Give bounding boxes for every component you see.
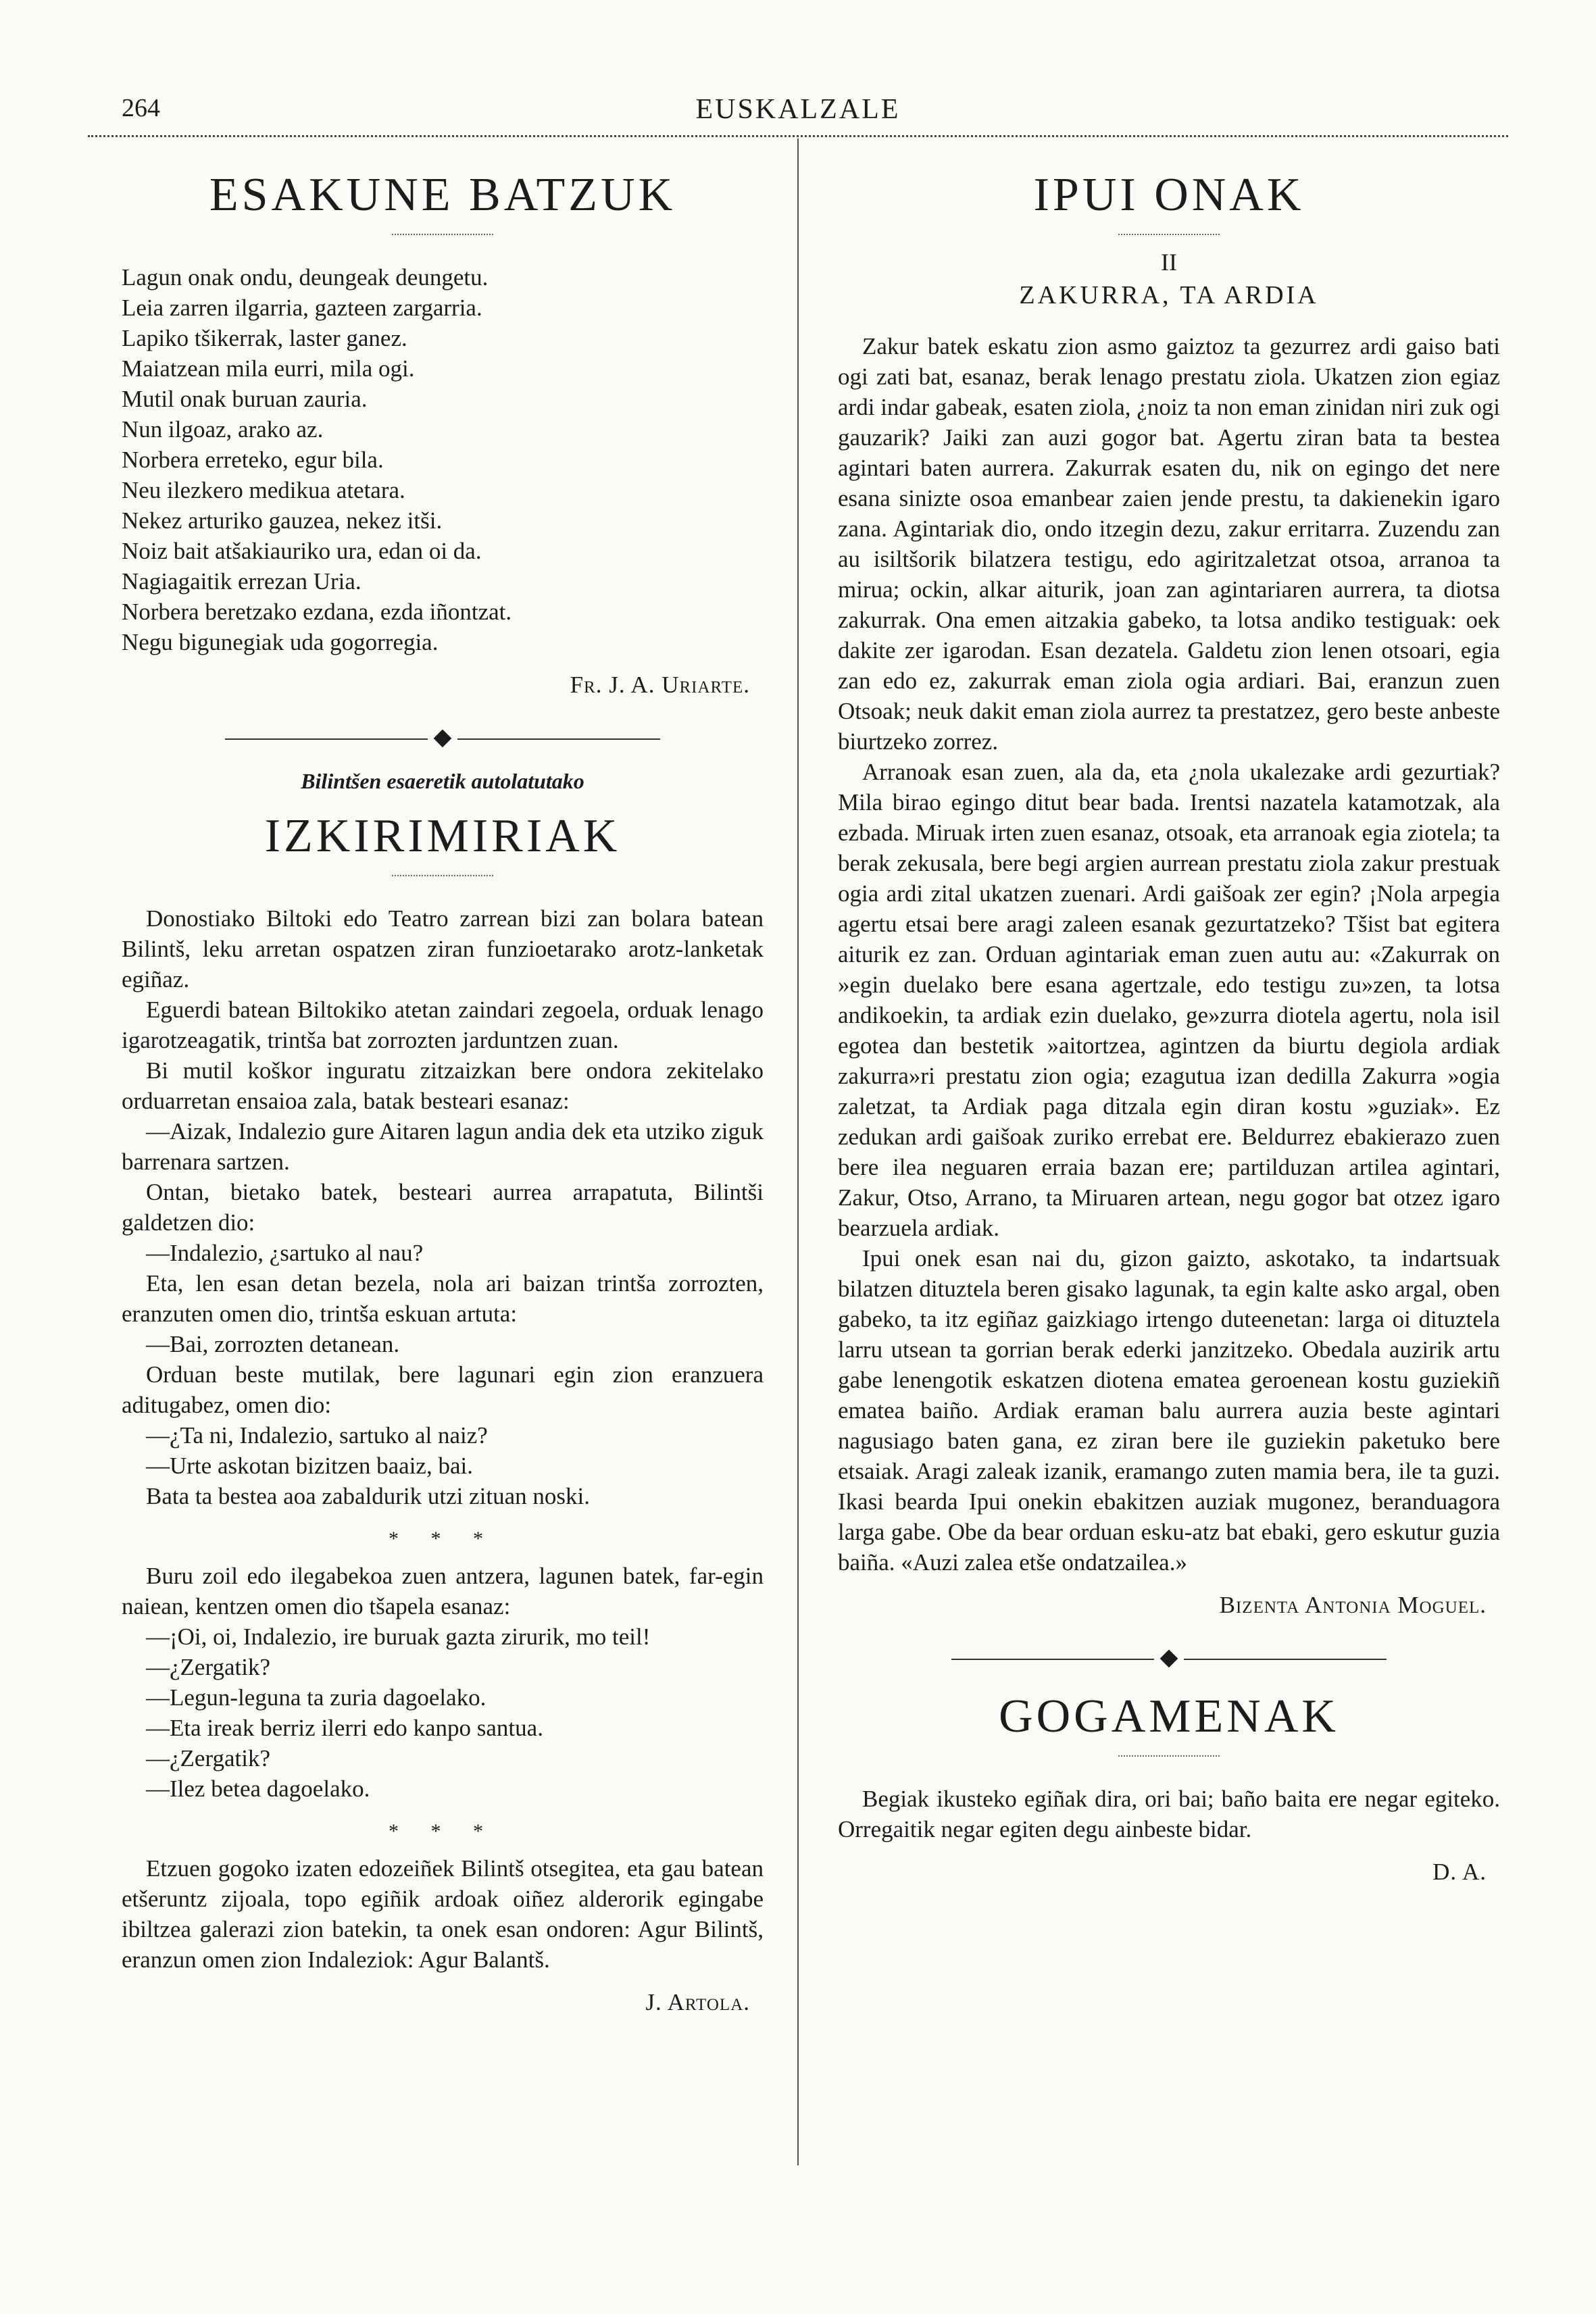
right-column	[838, 155, 1500, 1887]
dialogue-line: —Aizak, Indalezio gure Aitaren lagun andia dek eta utziko ziguk barrenara sartzen.	[122, 1118, 764, 1175]
signature-moguel: Bizenta Antonia Moguel.	[1219, 1592, 1487, 1618]
proverb: Norbera beretzako ezdana, ezda iñontzat.	[122, 599, 512, 625]
header-rule	[88, 135, 1508, 137]
dialogue-line: —¿Zergatik?	[146, 1654, 270, 1680]
proverb: Lapiko tšikerrak, laster ganez.	[122, 325, 407, 351]
paragraph: Etzuen gogoko izaten edozeiñek Bilintš otsegitea, eta gau batean etšeruntz zijoala, topo egiñik ardoak oiñez alderorik egingabe ibiltzea galerazi zion batekin, ta onek esan ondoren: Agur Bilintš, eranzun omen zion Indaleziok: Agur Balantš.	[122, 1855, 764, 1973]
section-title-gogamenak: GOGAMENAK	[999, 1690, 1339, 1742]
title-rule	[392, 234, 493, 235]
title-rule	[392, 875, 493, 876]
section-title-ipui-onak: IPUI ONAK	[1033, 169, 1305, 221]
paragraph: Orduan beste mutilak, bere lagunari egin zion eranzuera aditugabez, omen dio:	[122, 1361, 764, 1418]
story-title: ZAKURRA, TA ARDIA	[1019, 281, 1319, 309]
section-subtitle: Bilintšen esaeretik autolatutako	[301, 769, 584, 793]
paragraph: Bata ta bestea aoa zabaldurik utzi zituan noski.	[146, 1483, 590, 1509]
dialogue-line: —Ilez betea dagoelako.	[146, 1776, 370, 1802]
title-rule	[1118, 234, 1220, 235]
story-number: II	[1161, 249, 1177, 276]
journal-title: EUSKALZALE	[695, 94, 901, 125]
proverb: Nagiagaitik errezan Uria.	[122, 568, 361, 595]
dialogue-line: —Legun-leguna ta zuria dagoelako.	[146, 1684, 487, 1711]
paragraph: Donostiako Biltoki edo Teatro zarrean bizi zan bolara batean Bilintš, leku arretan ospatzen ziran funzioetarako arotz-lanketak egiñaz.	[122, 905, 764, 992]
page-number: 264	[122, 94, 160, 122]
paragraph: Eguerdi batean Biltokiko atetan zaindari zegoela, orduak lenago igarotzeagatik, trintša bat zorrozten jarduntzen zuan.	[122, 997, 764, 1053]
dialogue-line: —¡Oi, oi, Indalezio, ire buruak gazta zirurik, mo teil!	[146, 1624, 651, 1650]
dialogue-line: —¿Zergatik?	[146, 1745, 270, 1771]
ornament-divider: ◆	[122, 727, 764, 747]
dialogue-line: —¿Ta ni, Indalezio, sartuko al naiz?	[146, 1422, 488, 1449]
paragraph: Ontan, bietako batek, besteari aurrea arrapatuta, Bilintši galdetzen dio:	[122, 1179, 764, 1236]
proverb: Leia zarren ilgarria, gazteen zargarria.	[122, 295, 482, 321]
section-stars: * * *	[389, 1528, 497, 1550]
paragraph: Arranoak esan zuen, ala da, eta ¿nola ukalezake ardi gezurtiak? Mila birao egingo ditut bear bada. Irentsi nazatela katamotzak, ala ezbada. Miruak irten zuen esanaz, otsoak, eta arranoak egia ziotela; ta berak zekusala, bere begi argien aurrean prestatu ziola zakur prestuak ogia ardi zital ukatzen zuenari. Ardi gaišoak zer egin? ¡Nola arpegia agertu etsai bere aragi zaleen esanak gezurtatzeko? Tšist bat egitera aiturik ez zan. Orduan agintariak eman zuen autu au: «Zakurrak on »egin duelako bere esana agertzale, edo testigu zu»zen, ta lotsa andikoekin, ta ardiak ezin duelako, ge»zurra diotela agertu, nola isil egotea dan bestetik »aitortzea, agintzen da biurtu degiola ardiak zakurra»ri prestatu zion ogia; ezagutua izan dedilla Zakurra »ogia zaletzat, ta Ardiak paga ditzala egin diran kostu »guziak». Ez zedukan ardi gaišoak zuriko errebat ere. Beldurrez ebakierazo zuen bere ilea neguaren erraia bazan ere; partilduzan artilea agintari, Zakur, Otso, Arrano, ta Miruaren artean, negu gogor bat otzez igaro bearzuela ardiak.	[838, 759, 1500, 1241]
dialogue-line: —Bai, zorrozten detanean.	[146, 1331, 400, 1357]
proverb: Norbera erreteko, egur bila.	[122, 447, 384, 473]
paragraph: Begiak ikusteko egiñak dira, ori bai; baño baita ere negar egiteko. Orregaitik negar egiten degu ainbeste bidar.	[838, 1786, 1500, 1842]
section-stars: * * *	[389, 1820, 497, 1842]
proverb-list	[122, 262, 764, 657]
section-title-izkirimiriak: IZKIRIMIRIAK	[264, 810, 621, 862]
proverb: Mutil onak buruan zauria.	[122, 386, 368, 412]
paragraph: Buru zoil edo ilegabekoa zuen antzera, lagunen batek, far-egin naiean, kentzen omen dio tšapela esanaz:	[122, 1563, 764, 1619]
ornament-divider: ◆	[838, 1647, 1500, 1667]
dialogue-line: —Eta ireak berriz ilerri edo kanpo santua.	[146, 1715, 543, 1741]
proverb: Noiz bait atšakiauriko ura, edan oi da.	[122, 538, 482, 564]
signature-uriarte: Fr. J. A. Uriarte.	[570, 672, 750, 698]
paragraph: Ipui onek esan nai du, gizon gaizto, askotako, ta indartsuak bilatzen dituztela beren gisako lagunak, ta egin kalte asko argal, oben gabeko, ta itz egiñaz gaizkiago irtengo duteenetan: larga oi dituztela larru utsean ta gorrian berak ederki janzitzeko. Obedala auzirik artu gabe lenengotik eskatzen diotena ematea geroenean kostu guziekiñ ematea baiño. Ardiak eraman balu aurrera auzia beste agintari nagusiago baten gana, ez ziran bere ile guziekin paketuko bere etsaiak. Aragi zaleak izanik, eramango zuten mamia bera, ile ta guzi. Ikasi bearda Ipui onekin ebakitzen auziak mugonez, beranduagora larga gabe. Obe da bear orduan esku-atz bat ebaki, gero eskutur guzia baiña. «Auzi zalea etše ondatzailea.»	[838, 1245, 1500, 1576]
proverb: Lagun onak ondu, deungeak deungetu.	[122, 264, 489, 291]
dialogue-line: —Indalezio, ¿sartuko al nau?	[146, 1240, 424, 1266]
proverb: Nekez arturiko gauzea, nekez itši.	[122, 507, 443, 534]
signature-da: D. A.	[1432, 1859, 1487, 1885]
proverb: Nun ilgoaz, arako az.	[122, 416, 324, 443]
paragraph: Eta, len esan detan bezela, nola ari baizan trintša zorrozten, eranzuten omen dio, trintša eskuan artuta:	[122, 1270, 764, 1327]
proverb: Maiatzean mila eurri, mila ogi.	[122, 355, 415, 382]
proverb: Negu bigunegiak uda gogorregia.	[122, 629, 439, 655]
paragraph: Zakur batek eskatu zion asmo gaiztoz ta gezurrez ardi gaiso bati ogi zati bat, esanaz, berak lenago prestatu ziola. Ukatzen zion egiaz ardi indar gabeak, esaten ziola, ¿noiz ta non eman zinidan niri zuk ogi gauzarik? Jaiki zan auzi gogor bat. Agertu ziran bata ta bestea agintari baten aurrera. Zakurrak esaten du, nik on egingo det nere esana sinizte osoa emanbear zaien jende prestu, ta dakienekin igaro zana. Agintariak dio, ondo itzegin dezu, zakur erritarra. Zuzendu zan au isiltšorik bilatzera testigu, edo agiritzaletzat otsoa, arranoa ta mirua; ockin, alkar aiturik, joan zan agintariaren aurrera, ta diotsa zakurrak. Ona emen aitzakia gabeko, ta lotsa andiko testiguak: oek dakite zer igarodan. Esan dezatela. Galdetu zion lenen otsoari, egia zan edo ez, zakurrak eman ziola ogia ardiari. Bai, eranzun zuen Otsoak; neuk dakit eman ziola aurrez ta prestatzez, gero beste anbeste biurtzeko zorrez.	[838, 333, 1500, 755]
left-column	[122, 155, 764, 2017]
signature-artola: J. Artola.	[645, 1989, 750, 2015]
paragraph: Bi mutil koškor inguratu zitzaizkan bere ondora zekitelako orduarretan ensaioa zala, batak besteari esanaz:	[122, 1057, 764, 1114]
section-title-esakune: ESAKUNE BATZUK	[209, 169, 676, 221]
running-header	[88, 93, 1508, 134]
dialogue-line: —Urte askotan bizitzen baaiz, bai.	[146, 1453, 473, 1479]
column-divider	[797, 139, 799, 2165]
title-rule	[1118, 1755, 1220, 1757]
proverb: Neu ilezkero medikua atetara.	[122, 477, 405, 503]
